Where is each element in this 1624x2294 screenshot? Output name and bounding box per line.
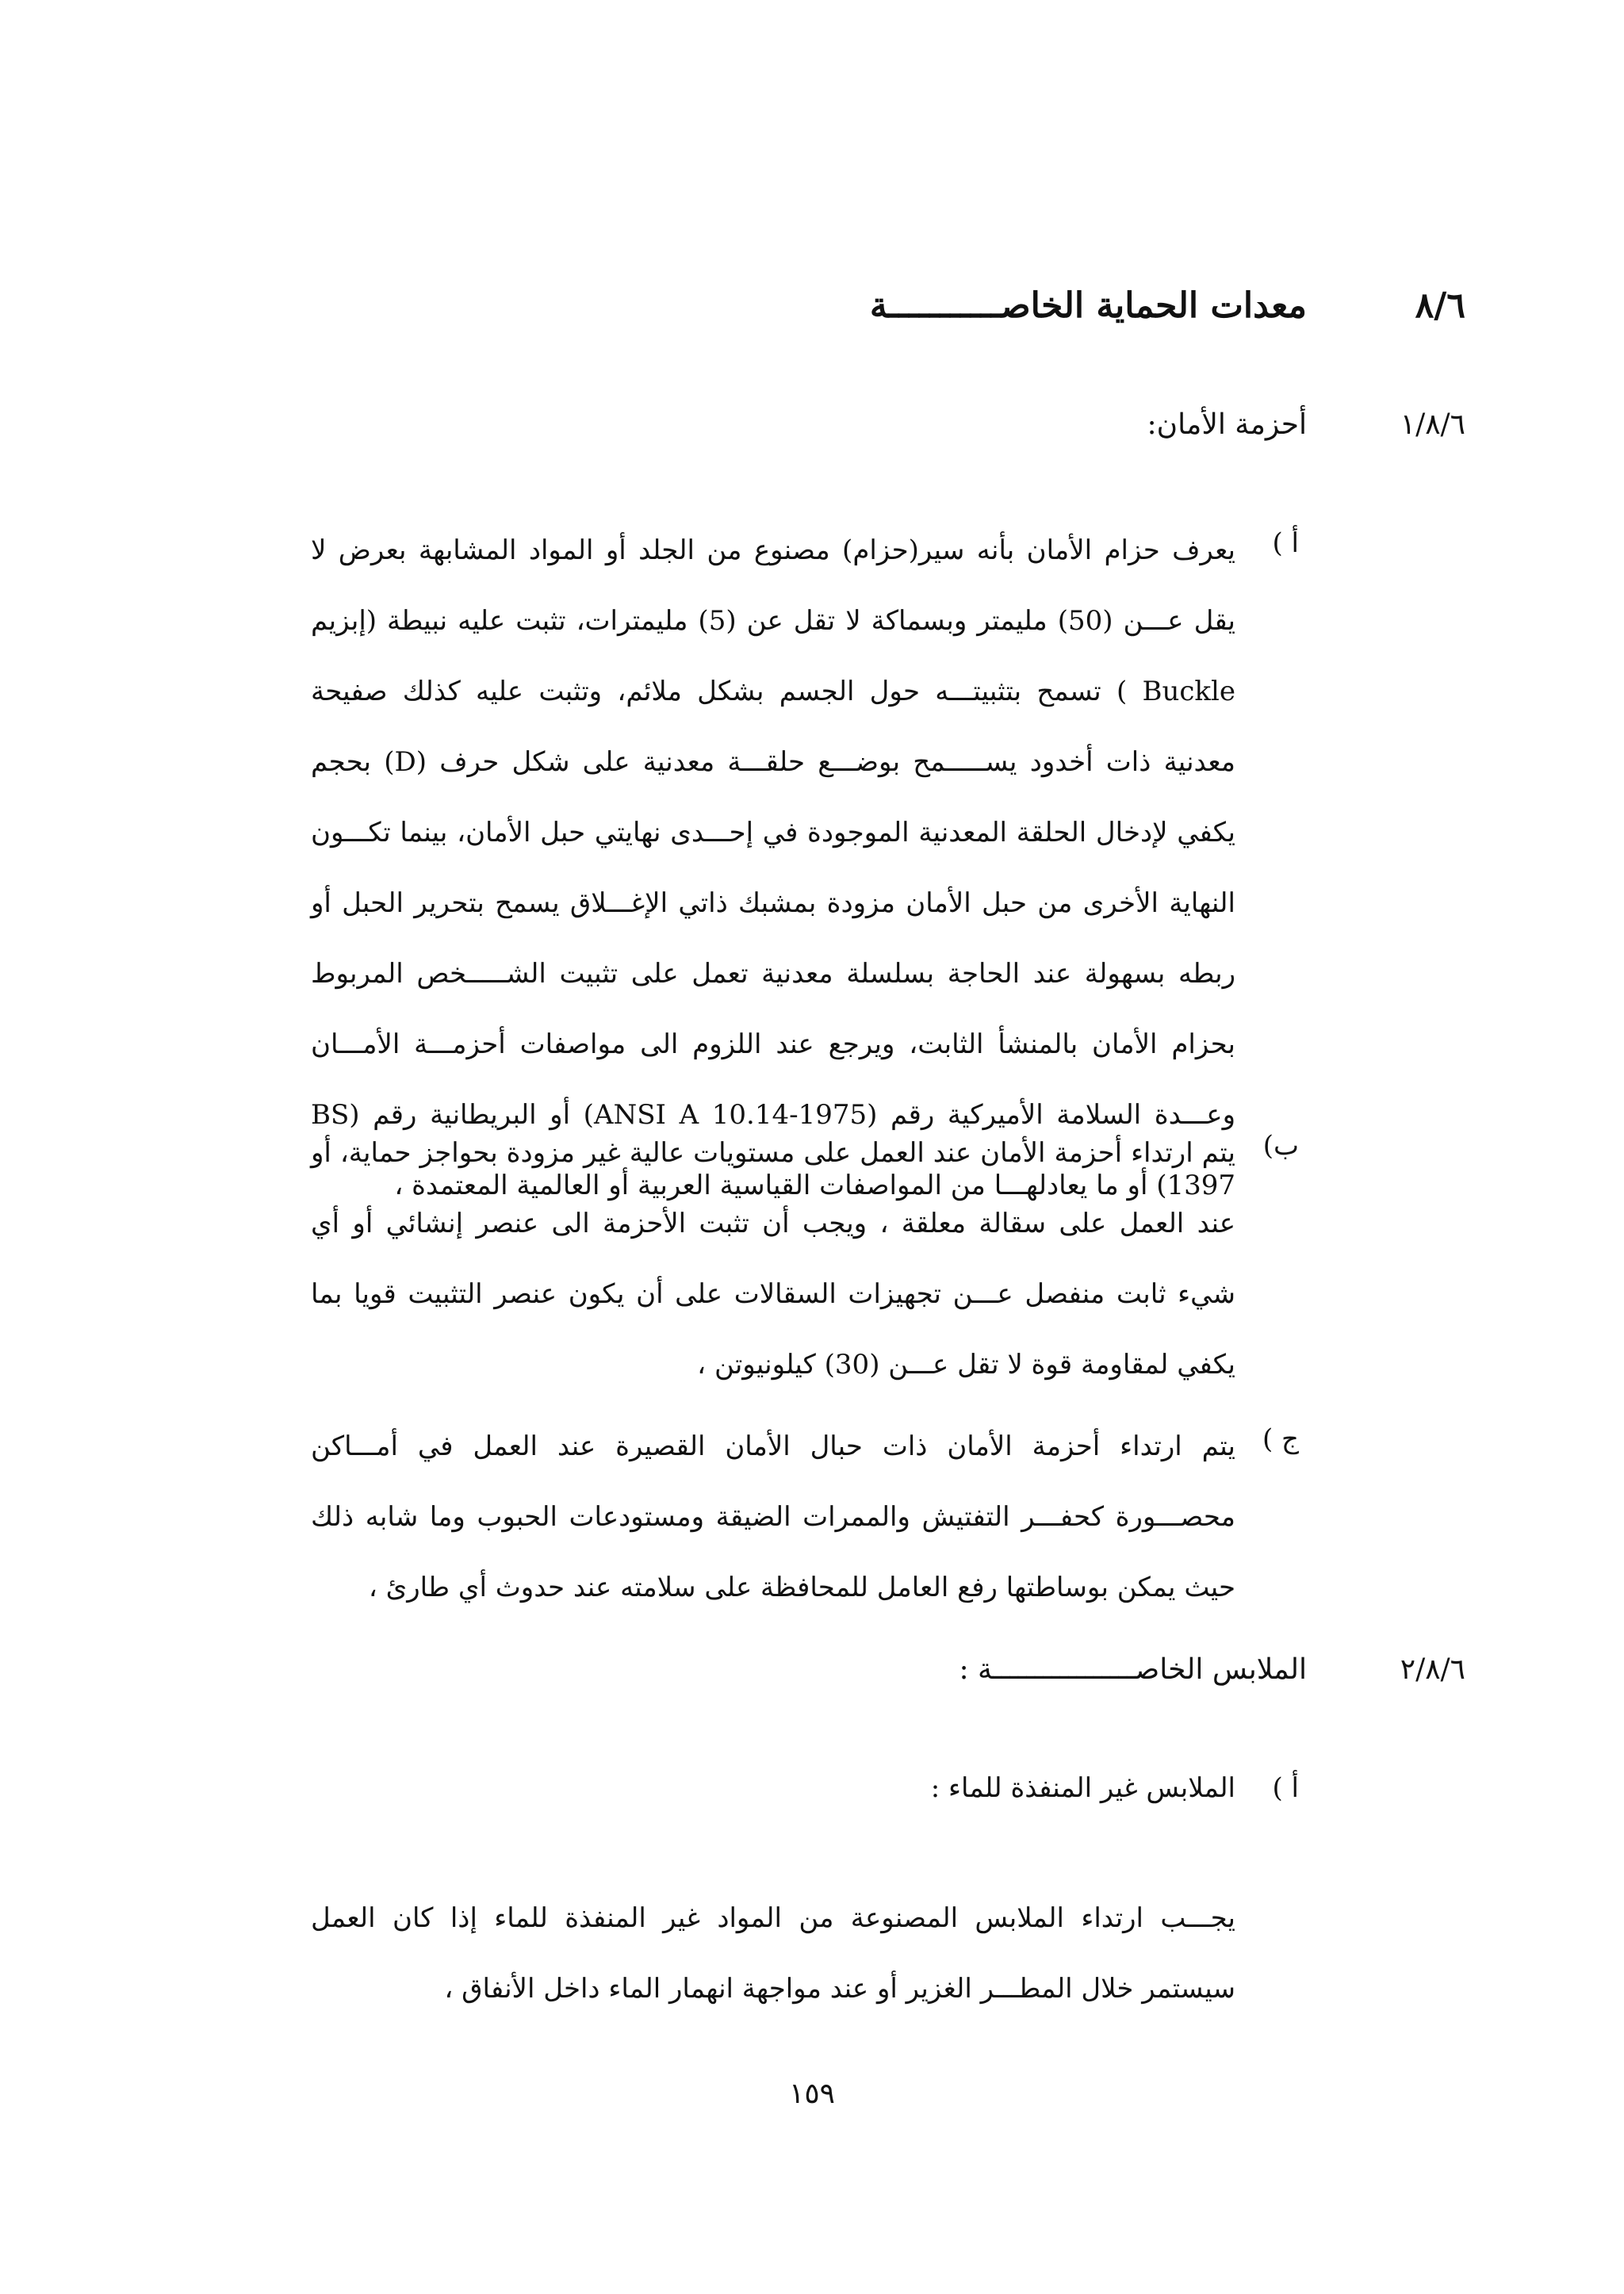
waterproof-text: يجـــب ارتداء الملابس المصنوعة من المواد غير المنفذة للماء إذا كان العمل سيستمر خلال المطـــر الغزير أو عند مواجهة انهمار الماء داخل الأنفاق ، [311,1902,1235,2005]
item-a-letter: أ ) [1272,527,1299,559]
section-title: معدات الحماية الخاصـــــــــــة [869,285,1307,326]
item-c-text: يتم ارتداء أحزمة الأمان ذات حبال الأمان القصيرة عند العمل في أمـــاكن محصـــورة كحفـــر التفتيش والممرات الضيقة ومستودعات الحبوب وما شابه ذلك حيث يمكن بوساطتها رفع العامل للمحافظة على سلامته عند حدوث أي طارئ ، [311,1430,1235,1603]
subsection-2-title: الملابس الخاصـــــــــــــــــة : [959,1653,1307,1686]
item-a2-letter: أ ) [1272,1772,1299,1804]
item-a-text: يعرف حزام الأمان بأنه سير(حزام) مصنوع من الجلد أو المواد المشابهة بعرض لا يقل عـــن (50) مليمتر وبسماكة لا تقل عن (5) مليمترات، تثبت عليه نبيطة (إبزيم Buckle ) تسمح بتثبيتـــه حول الجسم بشكل ملائم، وتثبت عليه كذلك صفيحة معدنية ذات أخدود يســـــمح بوضـــع حلقـــة معدنية على شكل حرف (D) بحجم يكفي لإدخال الحلقة المعدنية الموجودة في إحـــدى نهايتي حبل الأمان، بينما تكـــون النهاية الأخرى من حبل الأمان مزودة بمشبك ذاتي الإغـــلاق يسمح بتحرير الحبل أو ربطه بسهولة عند الحاجة بسلسلة معدنية تعمل على تثبيت الشـــــخص المربوط بحزام الأمان بالمنشأ الثابت، ويرجع عند اللزوم الى مواصفات أحزمـــة الأمـــان وعـــدة السلامة الأميركية رقم (ANSI A 10.14-1975) أو البريطانية رقم (BS 1397) أو ما يعادلهـــا من المواصفات القياسية العربية أو العالمية المعتمدة ، [311,534,1235,1201]
page-number: ١٥٩ [788,2078,835,2110]
item-c-letter: ج ) [1262,1423,1299,1455]
item-b-letter: ب) [1262,1130,1299,1162]
item-a2-title: الملابس غير المنفذة للماء : [930,1772,1235,1804]
subsection-2-number: ٢/٨/٦ [1400,1653,1465,1686]
subsection-1-number: ١/٨/٦ [1400,408,1465,441]
section-number: ٨/٦ [1415,285,1465,326]
item-b-text: يتم ارتداء أحزمة الأمان عند العمل على مستويات عالية غير مزودة بحواجز حماية، أو عند العمل على سقالة معلقة ، ويجب أن تثبت الأحزمة الى عنصر إنشائي أو أي شيء ثابت منفصل عـــن تجهيزات السقالات على أن يكون عنصر التثبيت قويا بما يكفي لمقاومة قوة لا تقل عـــن (30) كيلونيوتن ، [311,1137,1235,1381]
item-a-paragraph [311,515,1235,1221]
waterproof-paragraph [311,1883,1235,2024]
subsection-1-title: أحزمة الأمان: [1147,408,1307,441]
item-b-paragraph [311,1118,1235,1400]
item-c-paragraph [311,1411,1235,1623]
